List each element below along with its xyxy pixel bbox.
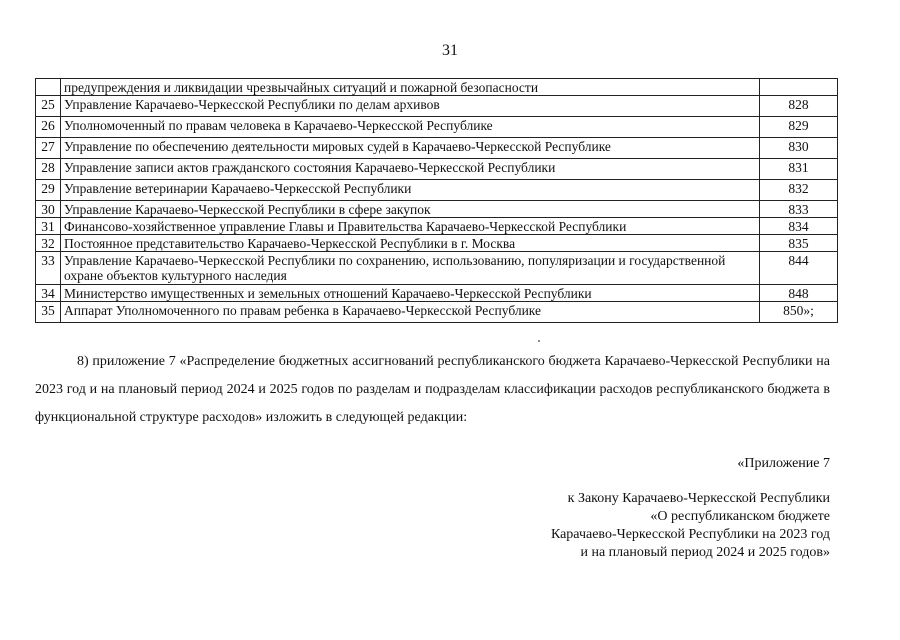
row-name: Управление Карачаево-Черкесской Республики в сфере закупок: [61, 201, 760, 218]
row-number: 25: [36, 96, 61, 117]
table-row: [36, 285, 838, 302]
row-number: 27: [36, 138, 61, 159]
row-number: 33: [36, 252, 61, 285]
table-row: [36, 117, 838, 138]
table-row: [36, 252, 838, 285]
row-name: Постоянное представительство Карачаево-Черкесской Республики в г. Москва: [61, 235, 760, 252]
row-number: 28: [36, 159, 61, 180]
departments-table: [35, 78, 838, 323]
row-code: 834: [760, 218, 838, 235]
row-number: 35: [36, 302, 61, 323]
row-code: 831: [760, 159, 838, 180]
row-name: Уполномоченный по правам человека в Карачаево-Черкесской Республике: [61, 117, 760, 138]
row-number: 31: [36, 218, 61, 235]
row-name: Аппарат Уполномоченного по правам ребенка в Карачаево-Черкесской Республике: [61, 302, 760, 323]
table-row: [36, 96, 838, 117]
row-code: 829: [760, 117, 838, 138]
appendix-ref-line: и на плановый период 2024 и 2025 годов»: [580, 545, 830, 560]
table-row: [36, 218, 838, 235]
row-name: Управление Карачаево-Черкесской Республики по сохранению, использованию, популяризации и государственной охране объектов культурного наследия: [61, 252, 760, 285]
row-code: 844: [760, 252, 838, 285]
row-name: Управление ветеринарии Карачаево-Черкесской Республики: [61, 180, 760, 201]
table-row: [36, 201, 838, 218]
table-row: [36, 180, 838, 201]
row-name: предупреждения и ликвидации чрезвычайных ситуаций и пожарной безопасности: [61, 79, 760, 96]
row-name: Финансово-хозяйственное управление Главы и Правительства Карачаево-Черкесской Республики: [61, 218, 760, 235]
amendment-paragraph: 8) приложение 7 «Распределение бюджетных ассигнований республиканского бюджета Карачаево-Черкесской Республики на 2023 год и на плановый период 2024 и 2025 годов по разделам и подразделам классификации расходов республиканского бюджета в функциональной структуре расходов» изложить в следующей редакции:: [35, 354, 830, 425]
row-name: Министерство имущественных и земельных отношений Карачаево-Черкесской Республики: [61, 285, 760, 302]
appendix-reference: [551, 490, 830, 562]
row-code: 828: [760, 96, 838, 117]
table-row: [36, 235, 838, 252]
row-code: 835: [760, 235, 838, 252]
scan-speck: [538, 340, 540, 342]
row-code: 830: [760, 138, 838, 159]
appendix-ref-line: «О республиканском бюджете: [650, 509, 830, 524]
row-number: 26: [36, 117, 61, 138]
row-number: 32: [36, 235, 61, 252]
row-number: [36, 79, 61, 96]
row-number: 29: [36, 180, 61, 201]
table-row: [36, 79, 838, 96]
appendix-ref-line: Карачаево-Черкесской Республики на 2023 год: [550, 527, 830, 542]
row-code: [760, 79, 838, 96]
row-code: 833: [760, 201, 838, 218]
row-name: Управление записи актов гражданского состояния Карачаево-Черкесской Республики: [61, 159, 760, 180]
table-row: [36, 159, 838, 180]
row-code: 848: [760, 285, 838, 302]
row-name: Управление по обеспечению деятельности мировых судей в Карачаево-Черкесской Республике: [61, 138, 760, 159]
table-row: [36, 302, 838, 323]
page-number: 31: [442, 42, 458, 59]
row-name: Управление Карачаево-Черкесской Республики по делам архивов: [61, 96, 760, 117]
row-code: 850»;: [760, 302, 838, 323]
table-row: [36, 138, 838, 159]
row-number: 34: [36, 285, 61, 302]
row-number: 30: [36, 201, 61, 218]
appendix-ref-line: к Закону Карачаево-Черкесской Республики: [567, 491, 830, 506]
row-code: 832: [760, 180, 838, 201]
appendix-title: «Приложение 7: [737, 456, 830, 471]
